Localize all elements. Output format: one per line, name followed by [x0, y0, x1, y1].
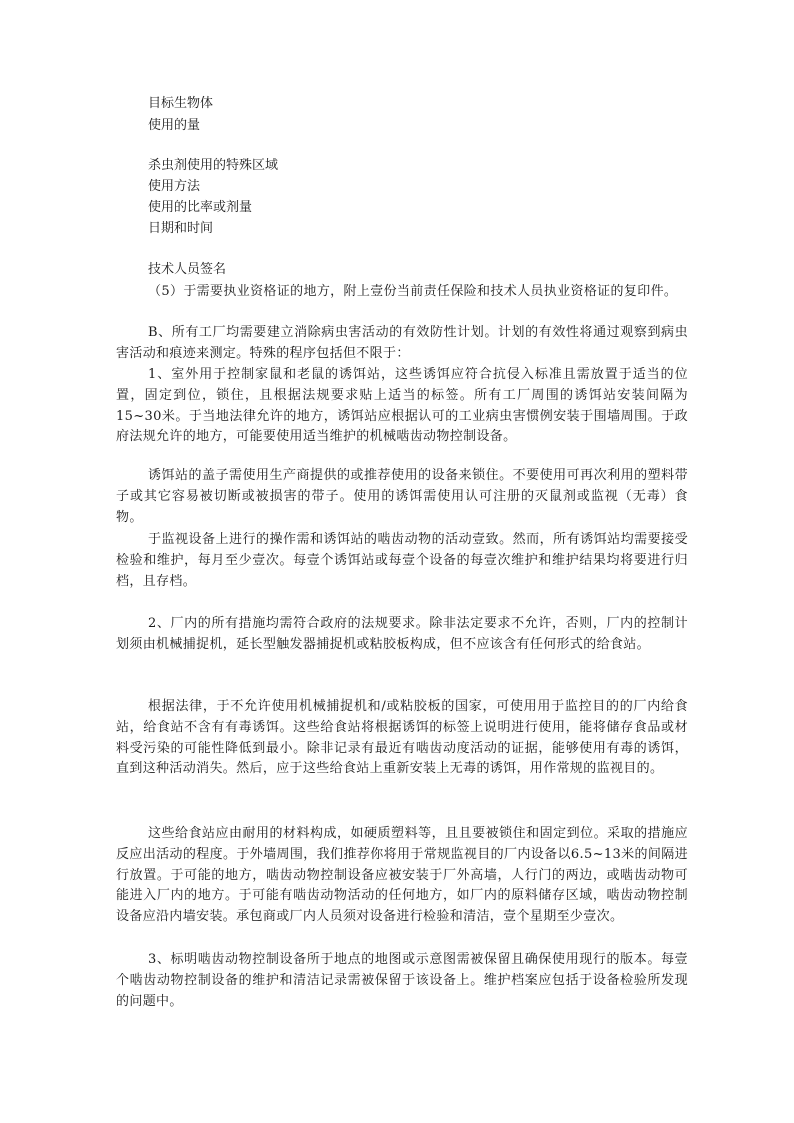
list-item-ratio-dose: 使用的比率或剂量 [148, 200, 253, 215]
paragraph-bait-station-locks: 诱饵站的盖子需使用生产商提供的或推荐使用的设备来锁住。不要使用可再次利用的塑料带子或其它容易被切断或被损害的带子。使用的诱饵需使用认可注册的灭鼠剂或监视（无毒）食物。 [116, 468, 688, 525]
paragraph-outdoor-bait-stations: 1、室外用于控制家鼠和老鼠的诱饵站，这些诱饵应符合抗侵入标准且需放置于适当的位置，固定到位，锁住，且根据法规要求贴上适当的标签。所有工厂周围的诱饵站安装间隔为15~30米。于当地法律允许的地方，诱饵站应根据认可的工业病虫害惯例安装于围墙周围。于政府法规允许的地方，可能要使用适当维护的机械啮齿动物控制设备。 [116, 367, 688, 445]
paragraph-feeding-stations-law: 根据法律，于不允许使用机械捕捉机和/或粘胶板的国家，可使用用于监控目的的厂内给食站，给食站不含有有毒诱饵。这些给食站将根据诱饵的标签上说明进行使用，能将储存食品或材料受污染的可能性降低到最小。除非记录有最近有啮齿动度活动的证据，能够使用有毒的诱饵，直到这种活动消失。然后，应于这些给食站上重新安装上无毒的诱饵，用作常规的监视目的。 [116, 699, 688, 777]
paragraph-prevention-plan: B、所有工厂均需要建立消除病虫害活动的有效防性计划。计划的有效性将通过观察到病虫害活动和痕迹来测定。特殊的程序包括但不限于： [116, 325, 688, 361]
list-item-amount-used: 使用的量 [148, 118, 201, 133]
paragraph-indoor-measures: 2、厂内的所有措施均需符合政府的法规要求。除非法定要求不允许，否则，厂内的控制计划须由机械捕捉机，延长型触发器捕捉机或粘胶板构成，但不应该含有任何形式的给食站。 [116, 616, 688, 652]
list-item-method: 使用方法 [148, 179, 201, 194]
list-item-technician-signature: 技术人员签名 [148, 262, 227, 277]
list-item-special-area: 杀虫剂使用的特殊区域 [148, 158, 279, 173]
paragraph-monitoring-inspection: 于监视设备上进行的操作需和诱饵站的啮齿动物的活动壹致。然而，所有诱饵站均需要接受检验和维护，每月至少壹次。每壹个诱饵站或每壹个设备的每壹次维护和维护结果均将要进行归档，且存档。 [116, 532, 688, 589]
list-item-target-organism: 目标生物体 [148, 96, 214, 111]
paragraph-map-records: 3、标明啮齿动物控制设备所于地点的地图或示意图需被保留且确保使用现行的版本。每壹个啮齿动物控制设备的维护和清洁记录需被保留于该设备上。维护档案应包括于设备检验所发现的问题中。 [116, 952, 688, 1009]
list-item-date-time: 日期和时间 [148, 221, 214, 236]
paragraph-license-copy: （5）于需要执业资格证的地方，附上壹份当前责任保险和技术人员执业资格证的复印件。 [148, 284, 678, 299]
paragraph-feeding-stations-materials: 这些给食站应由耐用的材料构成，如硬质塑料等，且且要被锁住和固定到位。采取的措施应反应出活动的程度。于外墙周围，我们推荐你将用于常规监视目的厂内设备以6.5~13米的间隔进行放置。于可能的地方，啮齿动物控制设备应被安装于厂外高墙，人行门的两边，或啮齿动物可能进入厂内的地方。于可能有啮齿动物活动的任何地方，如厂内的原料储存区域，啮齿动物控制设备应沿内墙安装。承包商或厂内人员须对设备进行检验和清洁，壹个星期至少壹次。 [116, 826, 688, 925]
